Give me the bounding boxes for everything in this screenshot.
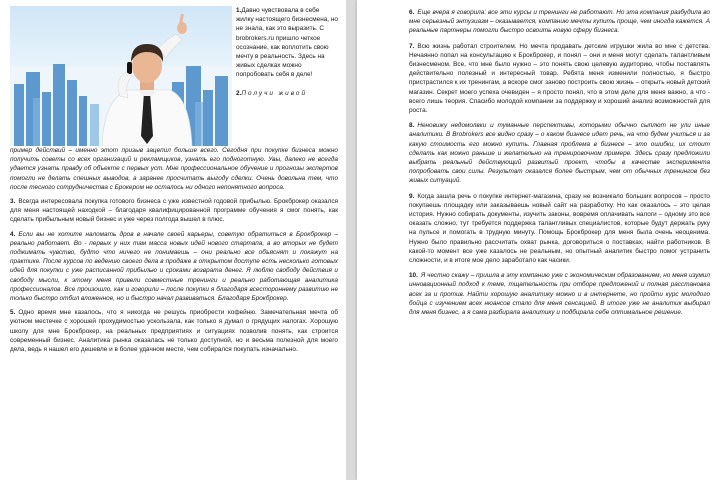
item-number: 3. [10,198,16,206]
item-number: 6. [409,9,415,16]
review-3 [10,197,338,225]
review-6-text: Еще вчера я говорила: все эти курсы и тренинги не работают. Но эта компания разбудила во мне серьезный энтузиазм – оказывается, компанию мечты купить проще, чем иногда кажется. А реальные партнеры помогли быстро освоить новую сферу бизнеса. [409,9,710,35]
review-1: Давно чувствовала в себе жилку настоящего бизнесмена, но не знала, как это выразить. С brobrokers.ru пришло четкое осознание, как воплотить свою мечту в реальность. Здесь на живых сделках можно попробовать себя в деле! [236,7,338,79]
intro-block [10,6,338,146]
review-7-text: Всю жизнь работал строителем. Но мечта продавать детские игрушки жила во мне с детства. Нечаянно попал на консультацию к Брокброкер, и понял – они и меня могут сделать талантливым бизнесменом. Все, что мне было нужно – это понять свою целевую аудиторию, чтобы поставлять действительно полезный и интересный товар. Ребята меня изменили полностью, я быстро пристрастился к их тренингам, а вскоре смог заново построить свою жизнь – открыть новый детский магазин. Секрет моего успеха очевиден – я просто понял, что в этом деле для меня важно, а что - всего лишь теория. Спасибо молодой компании за поддержку и хороший анализ возможностей для роста. [409,42,710,115]
review-10-text: Я честно скажу – пришла в эту компанию уже с экономическим образованием, но меня изумил инновационный подход к теме, тщательность при отборе предложений и полная расстановка всех за и против. Найти хорошую аналитику можно и в интернете, но пройти курс молодого бойца с изучением всех нюансов стало для меня сенсацией. В итоге уже не аналитик выбирал для меня бизнес, а я сама разбирала аналитику и подбирала себе оптимальное решение. [409,272,710,317]
left-page [0,0,346,480]
review-10 [409,271,710,317]
item-number: 8. [409,122,415,130]
item-number: 9. [409,192,415,200]
right-page [357,0,720,480]
item-number: 1. [236,7,242,14]
page-gutter [346,0,357,480]
review-5-text: Одно время мне казалось, что я никогда не решусь приобрести кофейню. Замечательная мечта об уютном местечке с хорошей прохудимостью ускользала, как только я думал о грядущих налогах. Хорошую школу для мне Брокброкер, на реальных предприятиях и ситуациях позволив понять, как строится современный бизнес. Аналитика рынка оказалась не только доступной, но и весьма полезной для моего дела, ведь я нашел его дешевле и в более удачном месте, чем собирался покупать изначально. [10,309,338,354]
review-5 [10,308,338,354]
item-number: 5. [10,309,16,317]
review-8-text: Неновижу недомолвки и туманные перспективы, которыми обычно сыплют не ули иные аналитики. В Brobrokers все видно сразу – о каком бизнесе идет речь, на что будем учиться и за какую стоимость его можно купить. Главная проблема в бизнесе – это ошибки, их стоит сделать как можно раньше и желательно на тренировочном примере. Здесь сразу предложили выбрать реальный действующий развитый проект, чтобы в качестве эксперимента попробовать свои силы. Результат оказался более быстрым, чем от обычных тренингов без живых ситуаций. [409,122,710,185]
businessman-photo [10,6,232,146]
review-8 [409,121,710,185]
item-number: 4. [10,230,16,238]
review-9 [409,192,710,266]
review-4-text: Если вы не хотите наломать дров в начале своей карьеры, советую обратиться в Брокброкер – реально работает. Во - первых у них там масса новых идей нового стартапа, а во вторых не будет поджимать чувство, будто что ничего не понимаешь – они реально все объяснят и покажут на практике. После курсов по ведению своего дела в продаже в открытом доступе есть несколько готовых идей для покупки с уже расписанной прибылью и сроками возврата денег. Я люблю свободу действия и свободу мысли, к этому меня привели совместные тренинги и реально работающая аналитика профессионалов. Все произошло, как и говорили – после покупки я благодаря всестороннему развитию не только быстро отбил вложенное, но и быстро начал развиваться. Благодаря Брокброкер. [10,230,338,303]
review-2-heading: Получи живой [241,89,308,97]
businessman-illustration [10,6,232,146]
item-number: 2. [236,89,242,97]
review-2-body: пример действий – именно этот призыв зацепил больше всего. Сегодня при покупке бизнеса можно получить советы со всех организаций и рекламщиков, узнать его подноготную. Увы, далеко не всегда удается узнать правду об объекте с первых уст. Мне профессиональное обучение и прогнозы экспертов помогли не делать спешных выводов, а заранее просчитать выгоду сделки. Очень довольна тем, что после тесного сотрудничества с Брокером не осталось ни одного непонятного вопроса. [10,147,338,191]
item-number: 7. [409,42,415,50]
review-9-text: Когда зашла речь о покупке интернет-магазина, сразу не возникало больших вопросов – просто покупаешь площадку или заказываешь новый сайт на разработку. Но как оказалось – это целая история. Нужно собирать документы, изучить законы, вовремя оплачивать налоги – одному это все оказать сложно, тут требуется поддержка талантливых специалистов, которые будут держать руку на пульсе и помогать в трудную минуту. Помощь Брокброкер для меня была очень неоценима. Нужно было правильно рассчитать охват рынка, договориться о поставках, найти работников. В какой-то момент все уже казалось не реальным, но опытный аналитик быстро помог устранить сложности, и в итоге мое дело заработало как часики. [409,192,710,265]
review-6 [409,8,710,36]
review-2-start [236,89,338,98]
review-7 [409,42,710,116]
review-4 [10,230,338,304]
intro-side-text [232,6,338,98]
item-number: 10. [409,272,418,280]
review-3-text: Всегда интересовала покупка готового бизнеса с уже известной годовой прибылью. Брокброкер оказался для меня настоящей находкой – благодаря квалифицированной программе обучения я смог понять, как сделать прибыльным новый бизнес и уже через полгода вышел в плюс. [10,198,338,224]
